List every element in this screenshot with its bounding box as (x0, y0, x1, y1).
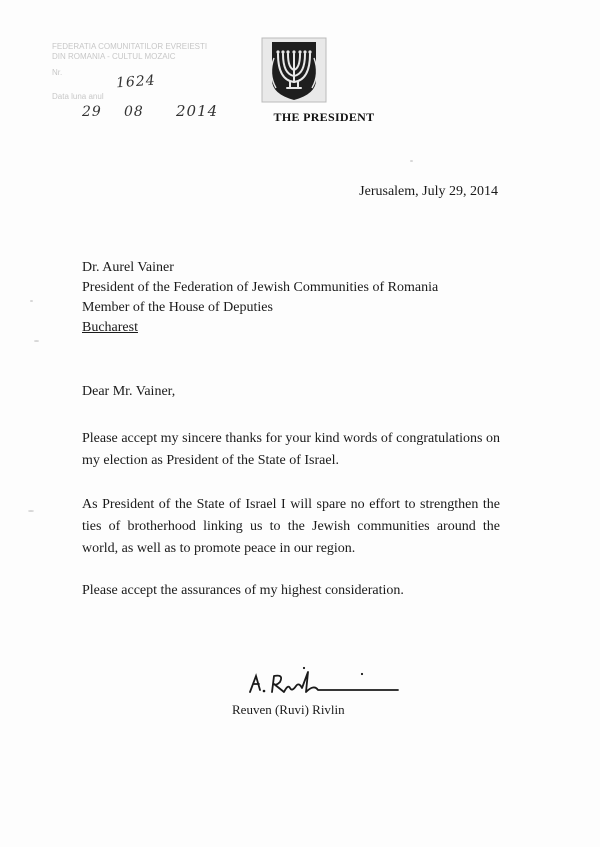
scan-speck (34, 340, 39, 342)
letter-dateline: Jerusalem, July 29, 2014 (359, 184, 498, 199)
stamp-registration-day: 29 (82, 104, 102, 120)
scan-speck (410, 160, 413, 162)
addressee-position-2: Member of the House of Deputies (82, 300, 273, 315)
stamp-registration-year: 2014 (176, 102, 219, 120)
stamp-registration-month: 08 (124, 104, 144, 120)
letterhead-title: THE PRESIDENT (273, 110, 375, 124)
stamp-line-1: FEDERATIA COMUNITATILOR EVREIESTI (52, 42, 208, 51)
letter-paragraph-2: As President of the State of Israel I will spare no effort to strengthen the ties of brotherhood linking us to the Jewish communities around the world, as well as to promote peace in our region. (82, 497, 500, 556)
letter-salutation: Dear Mr. Vainer, (82, 384, 176, 399)
scan-speck (28, 510, 34, 512)
handwritten-signature (244, 662, 404, 702)
state-emblem-menorah-icon (260, 36, 328, 104)
addressee-position-1: President of the Federation of Jewish Communities of Romania (82, 280, 439, 295)
addressee-block (82, 258, 438, 338)
addressee-name: Dr. Aurel Vainer (82, 260, 174, 275)
stamp-line-3: Nr. (52, 68, 63, 77)
addressee-city: Bucharest (82, 320, 138, 335)
scan-speck (30, 300, 33, 302)
stamp-line-4: Data luna anul (52, 92, 104, 101)
stamp-line-2: DIN ROMANIA - CULTUL MOZAIC (52, 52, 176, 61)
signer-name: Reuven (Ruvi) Rivlin (232, 702, 345, 717)
letter-paragraph-1: Please accept my sincere thanks for your kind words of congratulations on my election as President of the State of Israel. (82, 431, 500, 468)
letter-paragraph-3: Please accept the assurances of my highest consideration. (82, 583, 404, 598)
stamp-registration-number: 1624 (115, 72, 157, 92)
